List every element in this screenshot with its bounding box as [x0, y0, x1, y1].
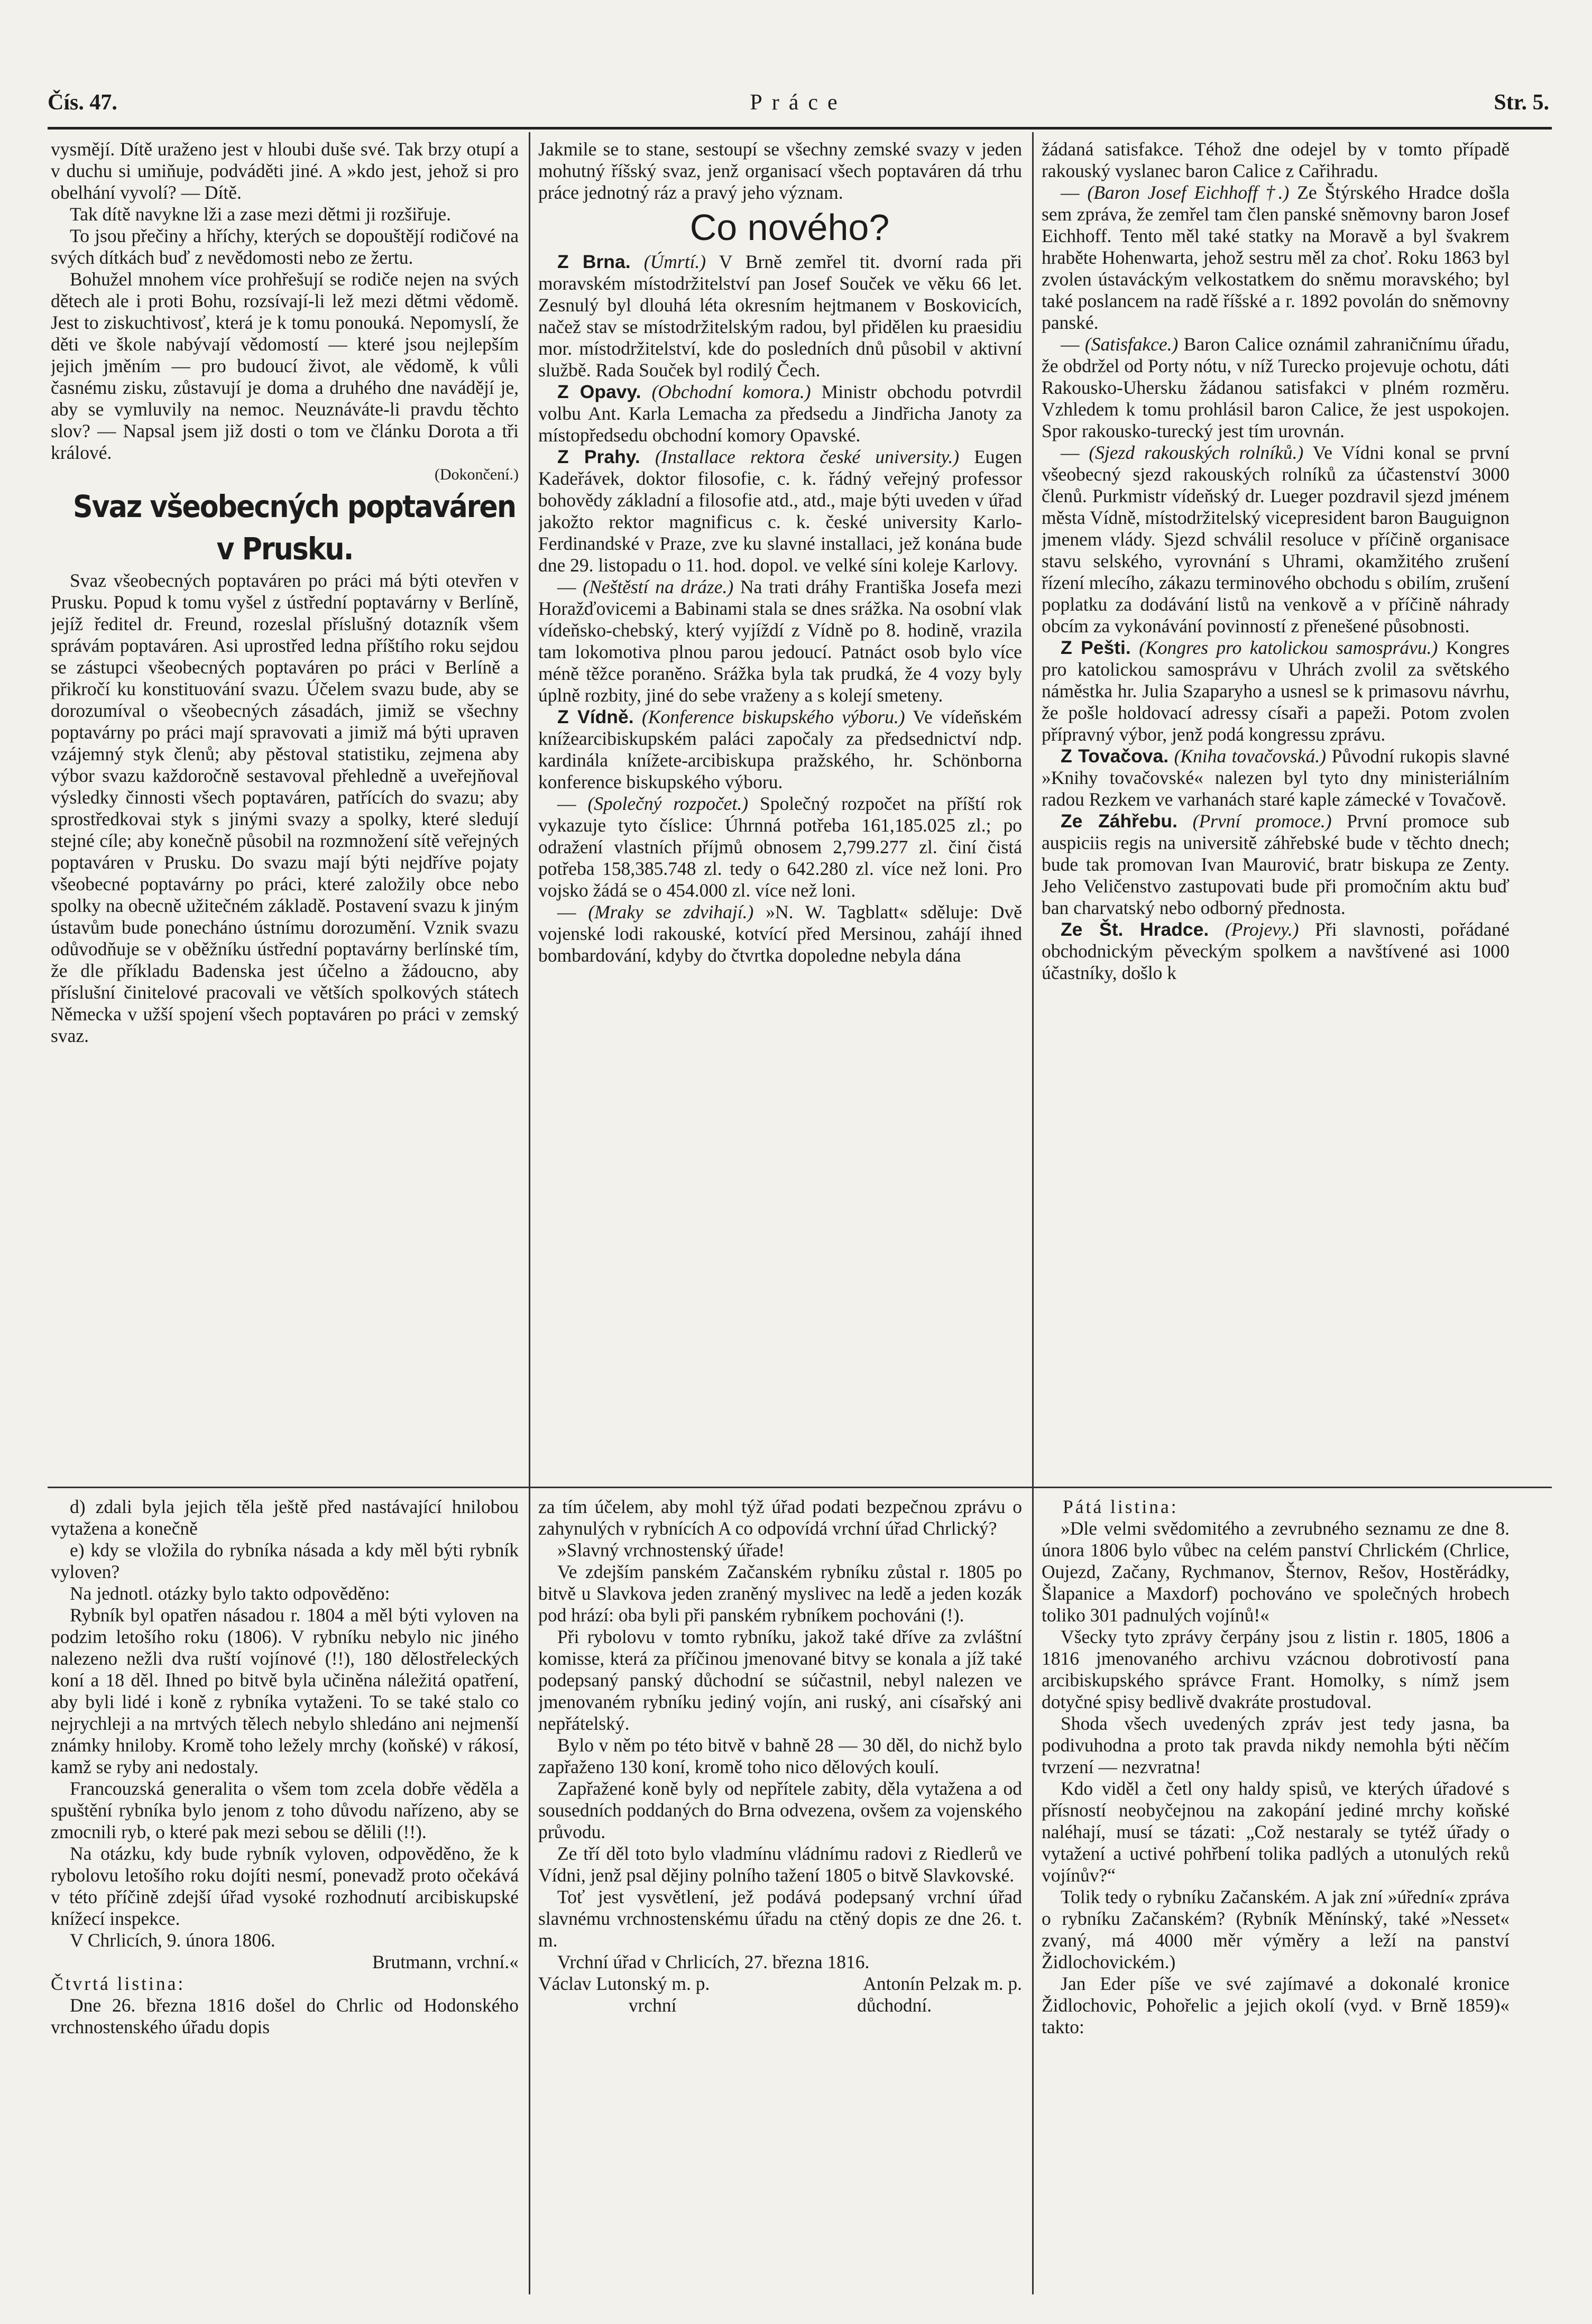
- news-item: — (Sjezd rakouských rolníků.) Ve Vídni konal se první všeobecný sjezd rakouských rolníků za účastenství 3000 členů. Purkmistr vídeňský dr. Lueger pozdravil sjezd jménem města Vídně, místodržitelský vicepresident baron Bauguignon jmenem vlády. Sjezd schválil resoluce v příčině organisace stavu selského, vyrovnání s Uhrami, okamžitého zrušení řízení mlecího, zákazu terminového obchodu s obilím, zrušení poplatku za dodávání listů na venkově a v příčině náhrady obcím za vykonávání povinností z přenešené působnosti.: [1042, 442, 1510, 637]
- paragraph: Toť jest vysvětlení, jež podává podepsaný vrchní úřad slavnému vrchnostenskému úřadu na ctěný dopis ze dne 26. t. m.: [538, 1886, 1022, 1951]
- news-place: Z Prahy.: [557, 446, 640, 467]
- document-heading: Čtvrtá listina:: [51, 1973, 186, 1994]
- paragraph: Všecky tyto zprávy čerpány jsou z listin r. 1805, 1806 a 1816 jmenovaného archivu vzácnou dobrotivostí pana arcibiskupského správce Frant. Homolky, s nímž jsem dotyčné spisy bedlivě dvakráte prostudoval.: [1042, 1626, 1510, 1712]
- paragraph: Ve zdejším panském Začanském rybníku zůstal r. 1805 po bitvě u Slavkova jeden zraněný myslivec na ledě a jeden kozák pod hrází: oba byli při panském rybníkem pochováni (!).: [538, 1561, 1022, 1626]
- paragraph: Ze tří děl toto bylo vladmínu vládnímu radovi z Riedlerů ve Vídni, jenž psal dějiny polního tažení 1805 o bitvě Slavkovské.: [538, 1843, 1022, 1886]
- news-topic: (Mraky se zdvihají.): [588, 901, 754, 923]
- paragraph: e) kdy se vložila do rybníka násada a kdy měl býti rybník vyloven?: [51, 1539, 519, 1582]
- paragraph: za tím účelem, aby mohl týž úřad podati bezpečnou zprávu o zahynulých v rybnících A co odpovídá vrchní úřad Chrlický?: [538, 1496, 1022, 1539]
- paragraph: d) zdali byla jejich těla ještě před nastávající hnilobou vytažena a konečně: [51, 1496, 519, 1539]
- news-text: Na trati dráhy Františka Josefa mezi Horažďovicemi a Babinami stala se dnes srážka. Na osobní vlak vídeňsko-chebský, který vyjíždí z Vídně po 8. hodině, vrazila tam lokomotiva plnou parou jedoucí. Patnáct osob bylo více méně těžce poraněno. Srážka byla tak prudká, že 4 vozy byly úplně rozbity, jiné do sebe vraženy a s kolejí smeteny.: [538, 576, 1022, 706]
- newspaper-title: Práce: [750, 90, 847, 115]
- news-item: [1042, 637, 1510, 745]
- news-place: Z Opavy.: [557, 381, 641, 402]
- news-topic: (Úmrtí.): [643, 251, 706, 272]
- article-title: Svaz všeobecných poptaváren v Prusku.: [73, 488, 516, 567]
- news-topic: (Kniha tovačovská.): [1174, 745, 1327, 767]
- news-text: Ve Vídni konal se první všeobecný sjezd rakouských rolníků za účastenství 3000 členů. Purkmistr vídeňský dr. Lueger pozdravil sjezd jménem města Vídně, místodržitelský vicepresident baron Bauguignon jmenem vlády. Sjezd schválil resoluce v příčině organisace stavu selského, vyrovnání s Uhrami, okamžitého zrušení řízení mlecího, zákazu terminového obchodu s obilím, zrušení poplatku za dodávání listů na venkově a v příčině náhrady obcím za vykonávání povinností z přenešené působnosti.: [1042, 442, 1510, 637]
- news-text: Ze Štýrského Hradce došla sem zpráva, že zemřel tam člen panské sněmovny baron Josef Eichhoff. Tento měl také statky na Moravě a byl švakrem hraběte Hohenwarta, jehož sestru měl za choť. Roku 1863 byl zvolen ústaváckým velkostatkem do sněmu moravského; byl také poslancem na radě říšské a r. 1892 povolán do sněmovny panské.: [1042, 182, 1510, 333]
- news-topic: (Kongres pro katolickou samosprávu.): [1139, 637, 1438, 658]
- news-topic: (Neštěstí na dráze.): [583, 576, 734, 597]
- news-place: Z Vídně.: [557, 706, 634, 727]
- news-text: Baron Calice oznámil zahraničnímu úřadu, že obdržel od Porty nótu, v níž Turecko projevuje ochotu, dáti Rakousko-Uhersku žádanou satisfakci v plném rozměru. Vzhledem k tomu prohlásil baron Calice, že jest uspokojen. Spor rakousko-turecký jest tím urovnán.: [1042, 334, 1510, 441]
- paragraph: Bohužel mnohem více prohřešují se rodiče nejen na svých dětech ale i proti Bohu, rozsívají-li lež mezi dětmi vědomě. Jest to ziskuchtivosť, která je k tomu ponouká. Nepomyslí, že děti ve škole nabývají vědomostí — které jsou nejlepším jejich jměním — pro budoucí život, ale vědomě, k vůli časnému zisku, zůstavují je doma a druhého dne navádějí je, aby se vymluvily na nemoc. Neuznáváte-li pravdu těchto slov? — Napsal jsem již dosti o tom ve článku Dorota a tři králové.: [51, 269, 519, 463]
- news-topic: (Baron Josef Eichhoff †.): [1087, 182, 1290, 203]
- news-topic: (Projevy.): [1225, 919, 1299, 940]
- paragraph: »Slavný vrchnostenský úřade!: [557, 1539, 785, 1561]
- news-topic: (Společný rozpočet.): [587, 793, 749, 814]
- column-rule-1: [529, 132, 530, 2294]
- news-topic: (První promoce.): [1192, 810, 1332, 832]
- news-topic: (Obchodní komora.): [651, 381, 811, 402]
- header-rule: [48, 127, 1552, 130]
- news-item: [538, 381, 1022, 446]
- column-bottom-left: [51, 1496, 519, 2300]
- paragraph: To jsou přečiny a hříchy, kterých se dopouštějí rodičové na svých dítkách buď z nevědomosti nebo ze žertu.: [51, 225, 519, 268]
- paragraph: Jan Eder píše ve své zajímavé a dokonalé kronice Židlochovic, Pohořelic a jejich okolí (vyd. v Brně 1859)« takto:: [1042, 1973, 1510, 2037]
- title-right: důchodní.: [857, 1995, 932, 2016]
- paragraph: Dne 26. března 1816 došel do Chrlic od Hodonského vrchnostenského úřadu dopis: [51, 1995, 519, 2037]
- news-item: [1042, 810, 1510, 919]
- title-left: vrchní: [628, 1995, 677, 2016]
- news-item: — (Mraky se zdvihají.) »N. W. Tagblatt« sděluje: Dvě vojenské lodi rakouské, kotvící před Mersinou, zahájí ihned bombardování, kdyby do čtvrtka dopoledne nebyla dána: [538, 901, 1022, 966]
- news-item: — (Satisfakce.) Baron Calice oznámil zahraničnímu úřadu, že obdržel od Porty nótu, v níž Turecko projevuje ochotu, dáti Rakousko-Uhersku žádanou satisfakci v plném rozměru. Vzhledem k tomu prohlásil baron Calice, že jest uspokojen. Spor rakousko-turecký jest tím urovnán.: [1042, 334, 1510, 441]
- signatures-titles: [538, 1995, 1022, 2016]
- column-top-right: [1042, 139, 1510, 1479]
- news-item: [1042, 919, 1510, 984]
- signature: Brutmann, vrchní.«: [372, 1951, 519, 1972]
- news-item: [538, 446, 1022, 576]
- news-topic: (Installace rektora české university.): [655, 446, 960, 467]
- paragraph: V Chrlicích, 9. února 1806.: [70, 1930, 275, 1951]
- column-rule-2: [1032, 132, 1034, 2294]
- signatures-line: [538, 1973, 1022, 1995]
- section-title: Co nového?: [689, 207, 890, 248]
- paragraph: Tak dítě navykne lži a zase mezi dětmi ji rozšiřuje.: [70, 204, 452, 225]
- news-text: Společný rozpočet na příští rok vykazuje tyto číslice: Úhrnná potřeba 161,185.025 zl.; po odražení vlastních příjmů obnosem 2,799.277 zl. činí čistá potřeba 158,385.748 zl. tedy o 642.280 zl. více než loni. Pro vojsko žádá se o 454.000 zl. více než loni.: [538, 793, 1022, 901]
- news-place: Z Tovačova.: [1061, 745, 1169, 767]
- news-topic: (Sjezd rakouských rolníků.): [1089, 442, 1304, 463]
- paragraph: Jakmile se to stane, sestoupí se všechny zemské svazy v jeden mohutný říšský svaz, jenž organisací všech poptaváren dá trhu práce jednotný ráz a pravý jeho význam.: [538, 139, 1022, 203]
- paragraph: Tolik tedy o rybníku Začanském. A jak zní »úřední« zpráva o rybníku Začanském? (Rybník Měnínský, také »Nesset« zvaný, má 4000 měr výměry a leží na panství Židlochovickém.): [1042, 1886, 1510, 1972]
- paragraph: vysmějí. Dítě uraženo jest v hloubi duše své. Tak brzy otupí a v duchu si umiňuje, podváděti jiné. A »kdo jest, jehož si pro obelhání vyvolí? — Dítě.: [51, 139, 519, 203]
- column-bottom-middle: [538, 1496, 1022, 2300]
- news-topic: (Konference biskupského výboru.): [641, 706, 905, 727]
- section-rule: [48, 1487, 1552, 1488]
- news-text: Původní rukopis slavné »Knihy tovačovské« nalezen byl tyto dny ministeriálním radou Rezkem ve varhanách staré kaple zámecké v Tovačově.: [1042, 745, 1510, 810]
- news-item: [538, 706, 1022, 793]
- paragraph: Rybník byl opatřen násadou r. 1804 a měl býti vyloven na podzim letošího roku (1806). V rybníku nebylo nic jiného nalezeno nežli dva ruští vojínové (!!), 180 dělostřeleckých koní a 18 děl. Ihned po bitvě byla učiněna náležitá opatření, aby byli lidé i koně z rybníka vytaženi. To se také stalo co nejrychleji a na mrtvých tělech nebylo shledáno ani nejmenší známky hniloby. Kromě toho ležely mrchy (koňské) v rákosí, kamž se ryby ani nedostaly.: [51, 1604, 519, 1777]
- news-text: Ve vídeňském knížearcibiskupském paláci započaly za předsednictví ndp. kardinála knížete-arcibiskupa pražského, hr. Schönborna konference biskupského výboru.: [538, 706, 1022, 792]
- signature-right: Antonín Pelzak m. p.: [863, 1973, 1022, 1994]
- news-text: Při slavnosti, pořádané obchodnickým pěveckým spolkem a navštívené asi 1000 účastníky, došlo k: [1042, 919, 1510, 983]
- news-place: Z Pešti.: [1061, 637, 1131, 658]
- news-text: První promoce sub auspiciis regis na universitě záhřebské bude v těchto dnech; bude tak promovan Ivan Maurović, bratr biskupa ze Zenty. Jeho Veličenstvo zastupovati bude při promočním aktu buď ban charvatský nebo odborný přednosta.: [1042, 810, 1510, 918]
- paragraph: Při rybolovu v tomto rybníku, jakož také dříve za zvláštní komisse, která za příčinou jmenované bitvy se konala a jíž také podepsaný panský důchodní se súčastnil, nebyl nalezen ve jmenovaném rybníku jediný vojín, ani ruský, ani císařský ani nepřátelský.: [538, 1626, 1022, 1734]
- news-text: Ministr obchodu potvrdil volbu Ant. Karla Lemacha za předsedu a Jindřicha Janoty za místopředsedu obchodní komory Opavské.: [538, 381, 1022, 446]
- news-item: — (Neštěstí na dráze.) Na trati dráhy Františka Josefa mezi Horažďovicemi a Babinami stala se dnes srážka. Na osobní vlak vídeňsko-chebský, který vyjíždí z Vídně po 8. hodině, vrazila tam lokomotiva plnou parou jedoucí. Patnáct osob bylo více méně těžce poraněno. Srážka byla tak prudká, že 4 vozy byly úplně rozbity, jiné do sebe vraženy a s kolejí smeteny.: [538, 576, 1022, 706]
- news-place: Ze Št. Hradce.: [1061, 919, 1209, 940]
- paragraph: Na jednotl. otázky bylo takto odpověděno:: [70, 1583, 390, 1604]
- issue-number: Čís. 47.: [48, 90, 117, 115]
- news-item: [1042, 745, 1510, 810]
- column-top-middle: [538, 139, 1022, 1479]
- column-bottom-right: [1042, 1496, 1510, 2300]
- column-top-left: [51, 139, 519, 1479]
- document-heading: Pátá listina:: [1063, 1496, 1179, 1517]
- paragraph: Shoda všech uvedených zpráv jest tedy jasna, ba podivuhodna a proto tak pravda nikdy nemohla býti něčím tvrzení — nezvratna!: [1042, 1713, 1510, 1777]
- paragraph: Francouzská generalita o všem tom zcela dobře věděla a spuštění rybníka bylo jenom z toho důvodu nařízeno, aby se zmocnili ryb, o které pak mezi sebou se dělili (!!).: [51, 1778, 519, 1842]
- paragraph: žádaná satisfakce. Téhož dne odejel by v tomto případě rakouský vyslanec baron Calice z Cařihradu.: [1042, 139, 1510, 181]
- news-text: »N. W. Tagblatt« sděluje: Dvě vojenské lodi rakouské, kotvící před Mersinou, zahájí ihned bombardování, kdyby do čtvrtka dopoledne nebyla dána: [538, 901, 1022, 966]
- news-item: — (Baron Josef Eichhoff †.) Ze Štýrského Hradce došla sem zpráva, že zemřel tam člen panské sněmovny baron Josef Eichhoff. Tento měl také statky na Moravě a byl švakrem hraběte Hohenwarta, jehož sestru měl za choť. Roku 1863 byl zvolen ústaváckým velkostatkem do sněmu moravského; byl také poslancem na radě říšské a r. 1892 povolán do sněmovny panské.: [1042, 182, 1510, 333]
- paragraph: Kdo viděl a četl ony haldy spisů, ve kterých úřadové s přísností neobyčejnou na zakopání jediné mrchy koňské naléhají, musí se tázati: „Což nestaraly se tytéž úřady o vytažení a uctivé pohřbení tolika padlých a utonulých reků vojínův?“: [1042, 1778, 1510, 1886]
- paragraph: »Dle velmi svědomitého a zevrubného seznamu ze dne 8. února 1806 bylo vůbec na celém panství Chrlickém (Chrlice, Oujezd, Začany, Rychmanov, Šternov, Rešov, Hostěrádky, Šlapanice a Maxdorf) pochováno ve společných hrobech toliko 301 padnulých vojínů!«: [1042, 1518, 1510, 1626]
- news-place: Z Brna.: [557, 251, 631, 272]
- news-text: Kongres pro katolickou samosprávu v Uhrách zvolil za světského náměstka hr. Julia Szaparyho a usnesl se k primasovu návrhu, že pošle holdovací adressy císaři a papeži. Potom zvolen přípravný výbor, jenž podá kongressu zprávu.: [1042, 637, 1510, 745]
- news-text: Eugen Kadeřávek, doktor filosofie, c. k. řádný veřejný professor bohovědy základní a filosofie atd., atd., maje býti uveden v úřad jakožto rektor magnificus c. k. české university Karlo-Ferdinandské v Praze, zve ku slavné installaci, jež konána bude dne 29. listopadu o 11. hod. dopol. ve velké síni koleje Karlovy.: [538, 446, 1022, 576]
- paragraph: Vrchní úřad v Chrlicích, 27. března 1816.: [557, 1951, 870, 1972]
- news-topic: (Satisfakce.): [1084, 334, 1179, 355]
- paragraph: Zapřažené koně byly od nepřítele zabity, děla vytažena a od sousedních poddaných do Brna odvezena, ovšem za vojenského průvodu.: [538, 1778, 1022, 1842]
- paragraph: Svaz všeobecných poptaváren po práci má býti otevřen v Prusku. Popud k tomu vyšel z ústřední poptavárny v Berlíně, jejíž ředitel dr. Freund, rozeslal příslušný dotazník všem správám poptaváren. Asi uprostřed ledna příštího roku sejdou se zástupci všeobecných poptaváren po práci v Berlíně a přikročí ku konstituování svazu. Účelem svazu bude, aby se dorozumíval o všeobecných zásadách, jimiž se všechny poptavárny po práci mají spravovati a jimiž má býti upraven vzájemný styk členů; aby pěstoval statistiku, zejmena aby výbor svazu každoročně sestavoval přehledně a uveřejňoval výsledky činnosti všech poptaváren, patřících do svazu; aby sprostředkovai styk s jinými svazy a spolky, které sledují stejné cíle; aby konečně působil na rozmnožení sítě veřejných poptaváren v Prusku. Do svazu mají býti nejdříve pojaty všeobecné poptavárny po práci, které založily obce nebo spolky na obecně užitečném základě. Postavení svazu k jiným ústavům bude ponecháno ústnímu dorozumění. Vznik svazu odůvodňuje se v oběžníku ústřední poptavárny berlínské tím, že dle příkladu Badenska jest účelno a žádoucno, aby příslušní činitelové pracovali ve větších spolkových státech Německa v užší spojení všech poptaváren po práci v zemský svaz.: [51, 570, 519, 1046]
- page-header: [48, 90, 1549, 132]
- continuation-note: (Dokončení.): [434, 466, 519, 483]
- signature-left: Václav Lutonský m. p.: [538, 1973, 710, 1994]
- news-item: [538, 251, 1022, 381]
- paragraph: Na otázku, kdy bude rybník vyloven, odpověděno, že k rybolovu letošího roku dojíti nesmí, ponevadž proto očekává v této příčině zdejší úřad vysoké rozhodnutí arcibiskupské knížecí inspekce.: [51, 1843, 519, 1929]
- page-number: Str. 5.: [1494, 90, 1549, 115]
- news-item: — (Společný rozpočet.) Společný rozpočet na příští rok vykazuje tyto číslice: Úhrnná potřeba 161,185.025 zl.; po odražení vlastních příjmů obnosem 2,799.277 zl. činí čistá potřeba 158,385.748 zl. tedy o 642.280 zl. více než loni. Pro vojsko žádá se o 454.000 zl. více než loni.: [538, 793, 1022, 901]
- paragraph: Bylo v něm po této bitvě v bahně 28 — 30 děl, do nichž bylo zapřaženo 130 koní, kromě toho nico dělových koulí.: [538, 1735, 1022, 1777]
- news-place: Ze Záhřebu.: [1061, 810, 1177, 832]
- news-text: V Brně zemřel tit. dvorní rada při moravském místodržitelství pan Josef Souček ve věku 66 let. Zesnulý byl dlouhá léta okresním hejtmanem v Boskovicích, načež stav se místodržitelským radou, byl přidělen ku praesidiu mor. místodržitelství, kde do posledních dnů působil v aktivní službě. Rada Souček byl rodilý Čech.: [538, 251, 1022, 381]
